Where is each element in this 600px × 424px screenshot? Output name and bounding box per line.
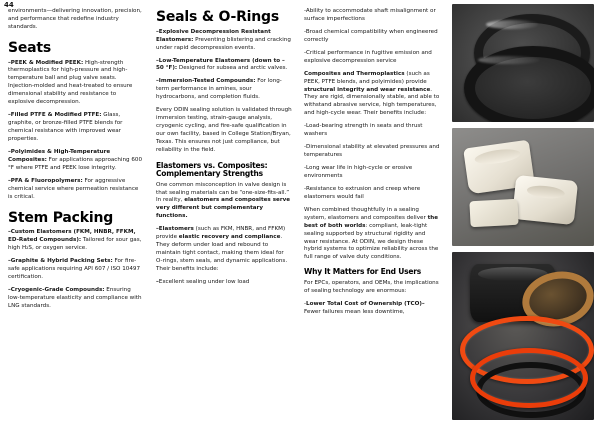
item-title: Lower Total Cost of Ownership (TCO)– bbox=[306, 301, 425, 308]
bullet-dash: – bbox=[8, 177, 11, 184]
bullet-dash: – bbox=[8, 148, 11, 155]
bullet-dash: – bbox=[156, 226, 159, 233]
list-item bbox=[156, 279, 292, 287]
item-text: Load-bearing strength in seats and thrust washers bbox=[304, 123, 423, 138]
list-item bbox=[8, 178, 144, 202]
bullet-dash: – bbox=[8, 286, 11, 293]
item-text: Excellent sealing under low load bbox=[158, 278, 250, 285]
item-text: Tailored for sour gas, high H₂S, or oxygen service. bbox=[8, 237, 142, 252]
list-item bbox=[8, 112, 144, 144]
item-text: Dimensional stability at elevated pressures and temperatures bbox=[304, 144, 440, 159]
list-item bbox=[304, 186, 440, 202]
item-text: Fewer failures mean less downtime, bbox=[304, 309, 405, 315]
bullet-dash: - bbox=[304, 123, 307, 130]
list-item bbox=[304, 29, 440, 45]
list-item bbox=[304, 50, 440, 66]
item-text: Preventing blistering and cracking under rapid decompression events. bbox=[156, 36, 291, 51]
orange-orings-photo bbox=[452, 252, 594, 420]
item-text: Resistance to extrusion and creep where elastomers would fail bbox=[304, 185, 421, 200]
intro-paragraph: environments—delivering innovation, precision, and performance that redefine industry standards. bbox=[8, 8, 142, 30]
composites-title: Composites and Thermoplastics bbox=[304, 70, 405, 77]
list-item bbox=[156, 226, 292, 274]
ptfe-parts-photo bbox=[452, 128, 594, 246]
bullet-dash: - bbox=[304, 28, 306, 35]
item-text: (such as FKM, HNBR, and FFKM) provide bbox=[156, 226, 286, 241]
list-item bbox=[8, 287, 144, 311]
vs-text-bold: elastomers and composites serve very different but complementary functions. bbox=[156, 197, 291, 220]
item-text: For long-term performance in amines, sour hydrocarbons, and completion fluids. bbox=[156, 78, 282, 101]
composites-text-tail: . They are rigid, dimensionally stable, and able to withstand abrasive service, high temperatures, and high-cycle wear. Their benefits include: bbox=[304, 86, 440, 117]
bullet-dash: – bbox=[156, 57, 159, 64]
page-number: 44 bbox=[4, 1, 14, 9]
item-text: Broad chemical compatibility when engineered correctly bbox=[304, 28, 438, 43]
bullet-dash: – bbox=[156, 28, 159, 35]
item-text: For fire-safe applications requiring API 607 / ISO 10497 certification. bbox=[8, 258, 140, 280]
heading-why-it-matters: Why It Matters for End Users bbox=[304, 267, 422, 277]
bullet-dash: – bbox=[156, 278, 159, 285]
vs-paragraph bbox=[156, 182, 292, 222]
item-title: PEEK & Modified PEEK: bbox=[10, 59, 84, 66]
item-text-bold: elastic recovery and compliance bbox=[178, 234, 281, 241]
item-text: For aggressive chemical service where permeation resistance is critical. bbox=[8, 177, 139, 200]
item-title: Filled PTFE & Modified PTFE: bbox=[10, 112, 102, 119]
column-three bbox=[298, 0, 446, 424]
combined-paragraph bbox=[304, 207, 440, 263]
list-item bbox=[8, 149, 144, 173]
bullet-dash: - bbox=[304, 8, 306, 14]
vs-text: One common misconception in valve design is that sealing materials can be “one-size-fits-all.” In reality, bbox=[156, 181, 290, 204]
list-item bbox=[8, 60, 144, 108]
heading-seats: Seats bbox=[8, 39, 52, 56]
list-item bbox=[304, 8, 440, 24]
bullet-dash: - bbox=[304, 165, 307, 171]
photo-stack bbox=[446, 0, 600, 424]
seal-rings-photo bbox=[452, 4, 594, 122]
item-title: Immersion-Tested Compounds: bbox=[158, 78, 256, 85]
bullet-dash: – bbox=[156, 78, 159, 85]
item-text: Critical performance in fugitive emission and explosive decompression service bbox=[304, 49, 432, 64]
list-item bbox=[8, 258, 144, 282]
item-title: PFA & Fluoropolymers: bbox=[10, 177, 83, 184]
image-column bbox=[446, 0, 600, 424]
item-title: Graphite & Hybrid Packing Sets: bbox=[10, 258, 113, 264]
item-text: Long wear life in high-cycle or erosive environments bbox=[304, 165, 413, 179]
composites-paragraph bbox=[304, 71, 440, 119]
item-title: Custom Elastomers (FKM, HNBR, FFKM, ED-Rated Compounds): bbox=[8, 229, 136, 244]
why-paragraph: For EPCs, operators, and OEMs, the implications of sealing technology are enormous: bbox=[304, 280, 439, 295]
bullet-dash: – bbox=[8, 59, 11, 66]
item-title: Polyimides & High-Temperature Composites: bbox=[8, 148, 111, 163]
heading-seals-and-orings: Seals & O-Rings bbox=[156, 9, 279, 25]
list-item bbox=[156, 58, 292, 74]
combined-text: When combined thoughtfully in a sealing system, elastomers and composites deliver bbox=[304, 206, 428, 221]
list-item bbox=[304, 165, 440, 181]
column-one bbox=[0, 0, 150, 424]
list-item bbox=[304, 123, 440, 139]
combined-text-bold: the best of both worlds bbox=[304, 214, 439, 229]
heading-stem-packing: Stem Packing bbox=[8, 209, 114, 226]
bullet-dash: - bbox=[304, 301, 307, 308]
item-text: Ensuring low-temperature elasticity and compliance with LNG standards. bbox=[8, 286, 142, 309]
item-text: Ability to accommodate shaft misalignment or surface imperfections bbox=[304, 8, 436, 22]
column-two bbox=[150, 0, 298, 424]
bullet-dash: – bbox=[8, 229, 11, 236]
item-title: Low-Temperature Elastomers (down to –50 °F): bbox=[156, 57, 285, 72]
item-text: Designed for subsea and arctic valves. bbox=[177, 65, 288, 72]
item-text: For applications approaching 600 °F where PTFE and PEEK lose integrity. bbox=[8, 156, 143, 171]
list-item bbox=[156, 29, 292, 53]
item-text-2: . They deform under load and rebound to maintain tight contact, making them ideal for O-rings, stem seals, and dynamic applications. Their benefits include: bbox=[156, 234, 288, 272]
bullet-dash: - bbox=[304, 185, 307, 192]
bullet-dash: – bbox=[8, 258, 11, 264]
composites-text-bold: structural integrity and wear resistance bbox=[304, 86, 431, 93]
combined-text-tail: : compliant, leak-tight sealing supported by structural rigidity and wear resistance. At ODIN, we design these hybrid systems to optimize reliability across the full range of valve duty conditions. bbox=[304, 222, 439, 261]
list-item bbox=[304, 144, 440, 160]
item-text: Glass, graphite, or bronze-filled PTFE blends for chemical resistance with improved wear properties. bbox=[8, 112, 123, 142]
bullet-dash: - bbox=[304, 144, 307, 151]
bullet-dash: – bbox=[8, 112, 11, 119]
heading-elastomers-vs-composites: Elastomers vs. Composites: Complementary Strengths bbox=[156, 160, 268, 178]
list-item bbox=[156, 78, 292, 102]
list-item bbox=[304, 301, 440, 317]
item-title: Elastomers bbox=[158, 226, 194, 233]
item-text: High-strength thermoplastics for high-pressure and high-temperature ball and plug valve seats. Injection-molded and heat-treated to ensure dimensional stability and resistance to explosive decompression. bbox=[8, 59, 133, 106]
composites-text: (such as PEEK, PTFE blends, and polyimides) provide bbox=[304, 70, 430, 85]
list-item bbox=[8, 229, 144, 253]
item-title: Cryogenic-Grade Compounds: bbox=[10, 286, 105, 293]
validation-paragraph: Every ODIN sealing solution is validated through immersion testing, strain-gauge analysis, cryogenic cycling, and fire-safe qualification in our own facility, based in College Station/Bryan, Texas. This ensures not just compliance, but reliability in the field. bbox=[156, 107, 292, 153]
bullet-dash: - bbox=[304, 49, 307, 56]
item-title: Explosive Decompression Resistant Elastomers: bbox=[156, 28, 271, 43]
